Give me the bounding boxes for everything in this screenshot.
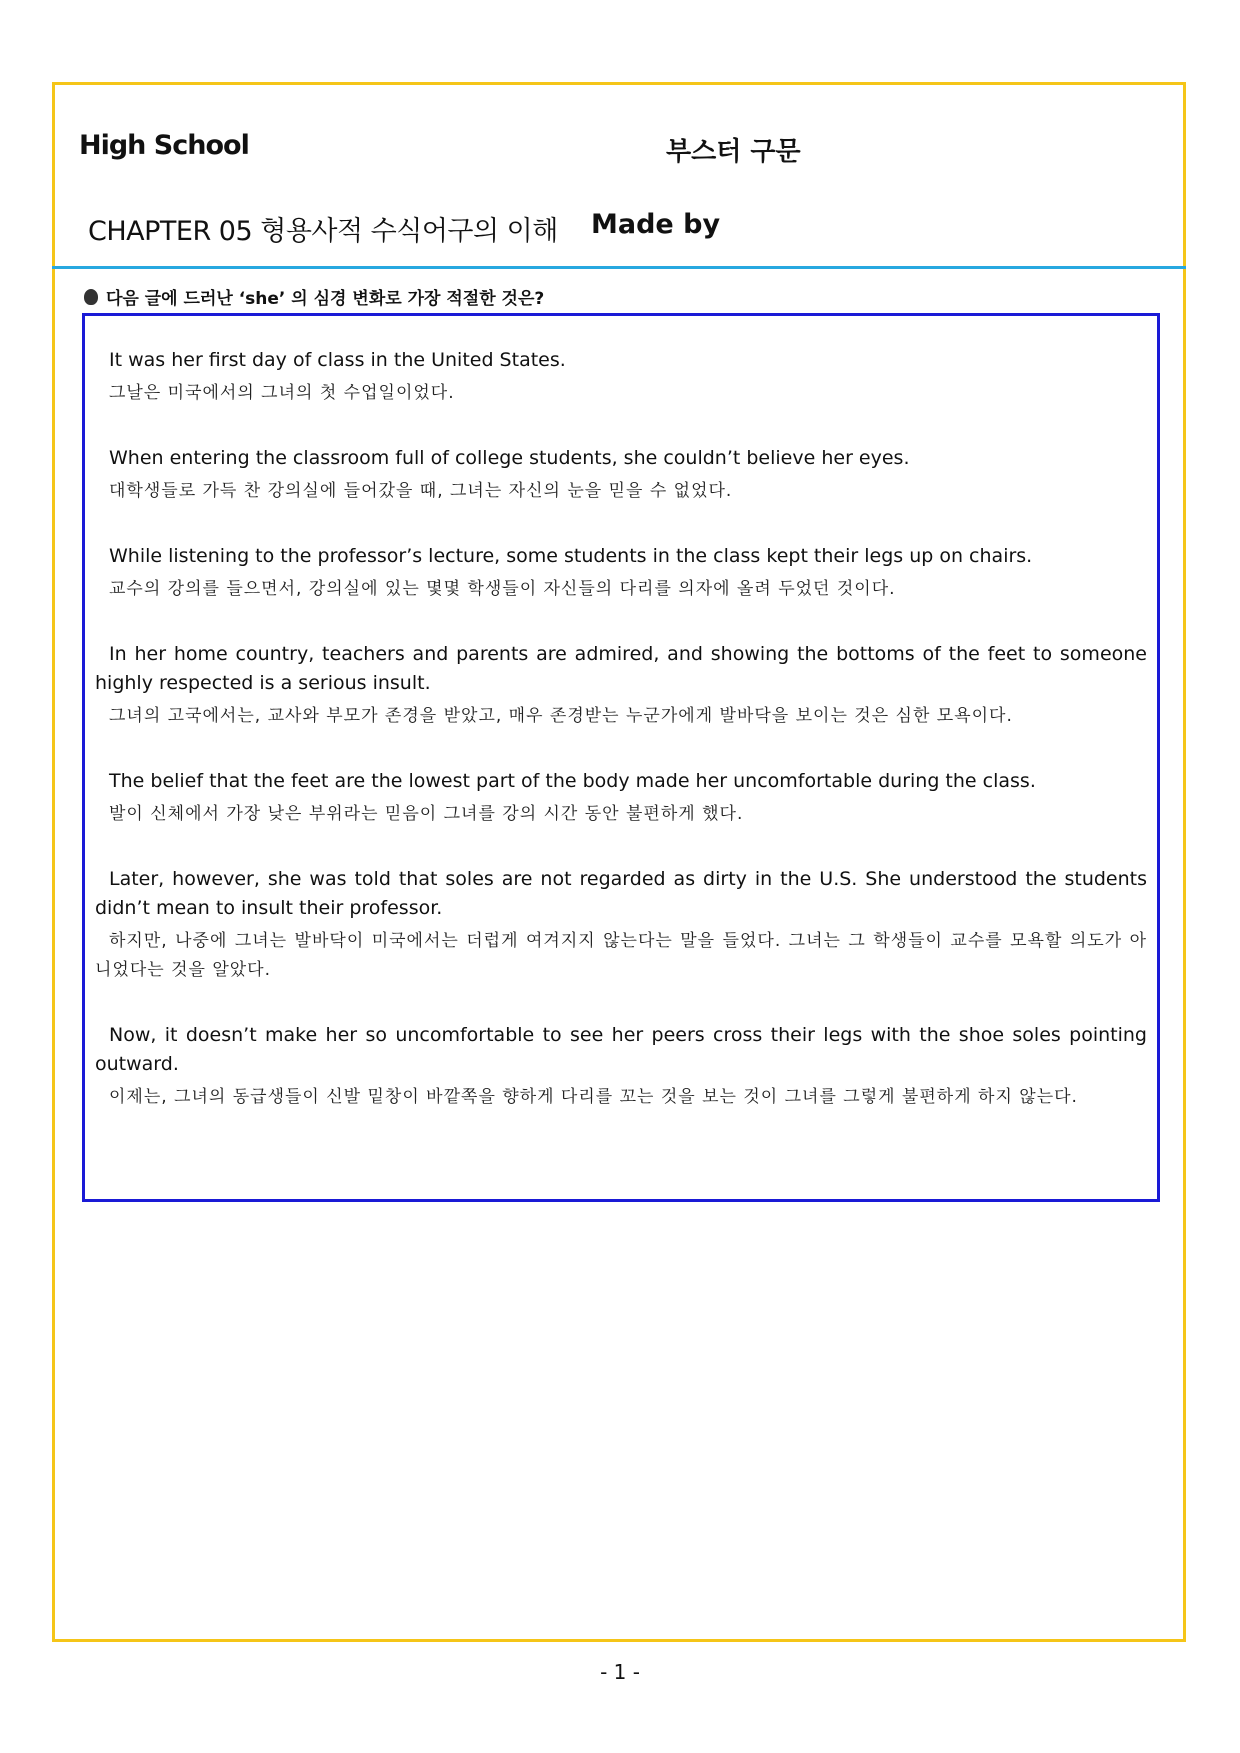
question-prompt	[84, 284, 544, 309]
korean-translation: 하지만, 나중에 그녀는 발바닥이 미국에서는 더럽게 여겨지지 않는다는 말을 들었다. 그녀는 그 학생들이 교수를 모욕할 의도가 아니었다는 것을 알았다.	[95, 931, 1147, 980]
school-label: High School	[79, 130, 249, 161]
subject-title: 부스터 구문	[666, 137, 801, 167]
korean-translation: 그날은 미국에서의 그녀의 첫 수업일이었다.	[109, 383, 455, 403]
sentence-pair	[95, 444, 1147, 506]
korean-translation: 교수의 강의를 들으면서, 강의실에 있는 몇몇 학생들이 자신들의 다리를 의자에 올려 두었던 것이다.	[109, 579, 896, 599]
english-sentence: When entering the classroom full of college students, she couldn’t believe her eyes.	[109, 447, 910, 469]
sentence-pair	[95, 865, 1147, 985]
sentence-pair	[95, 346, 1147, 408]
english-sentence: Now, it doesn’t make her so uncomfortable to see her peers cross their legs with the shoe soles pointing outward.	[95, 1024, 1147, 1075]
english-sentence: It was her first day of class in the United States.	[109, 349, 566, 371]
header-divider	[52, 266, 1186, 269]
passage-box	[82, 313, 1160, 1202]
korean-translation: 이제는, 그녀의 동급생들이 신발 밑창이 바깥쪽을 향하게 다리를 꼬는 것을 보는 것이 그녀를 그렇게 불편하게 하지 않는다.	[109, 1087, 1078, 1107]
chapter-title: CHAPTER 05 형용사적 수식어구의 이해	[88, 216, 558, 247]
english-sentence: While listening to the professor’s lecture, some students in the class kept their legs up on chairs.	[109, 545, 1033, 567]
made-by-label: Made by	[591, 209, 721, 240]
sentence-pair	[95, 767, 1147, 829]
english-sentence: The belief that the feet are the lowest part of the body made her uncomfortable during the class.	[109, 770, 1036, 792]
page-number: - 1 -	[600, 1660, 640, 1684]
sentence-pair	[95, 1021, 1147, 1112]
korean-translation: 대학생들로 가득 찬 강의실에 들어갔을 때, 그녀는 자신의 눈을 믿을 수 없었다.	[109, 481, 733, 501]
passage-content	[95, 346, 1147, 1148]
korean-translation: 그녀의 고국에서는, 교사와 부모가 존경을 받았고, 매우 존경받는 누군가에게 발바닥을 보이는 것은 심한 모욕이다.	[109, 706, 1013, 726]
sentence-pair	[95, 542, 1147, 604]
bullet-icon	[84, 289, 98, 305]
sentence-pair	[95, 640, 1147, 731]
question-text: 다음 글에 드러난 ‘she’ 의 심경 변화로 가장 적절한 것은?	[106, 289, 545, 309]
english-sentence: Later, however, she was told that soles are not regarded as dirty in the U.S. She understood the students didn’t mean to insult their professor.	[95, 868, 1147, 919]
english-sentence: In her home country, teachers and parents are admired, and showing the bottoms of the feet to someone highly respected is a serious insult.	[95, 643, 1147, 694]
korean-translation: 발이 신체에서 가장 낮은 부위라는 믿음이 그녀를 강의 시간 동안 불편하게 했다.	[109, 804, 744, 824]
